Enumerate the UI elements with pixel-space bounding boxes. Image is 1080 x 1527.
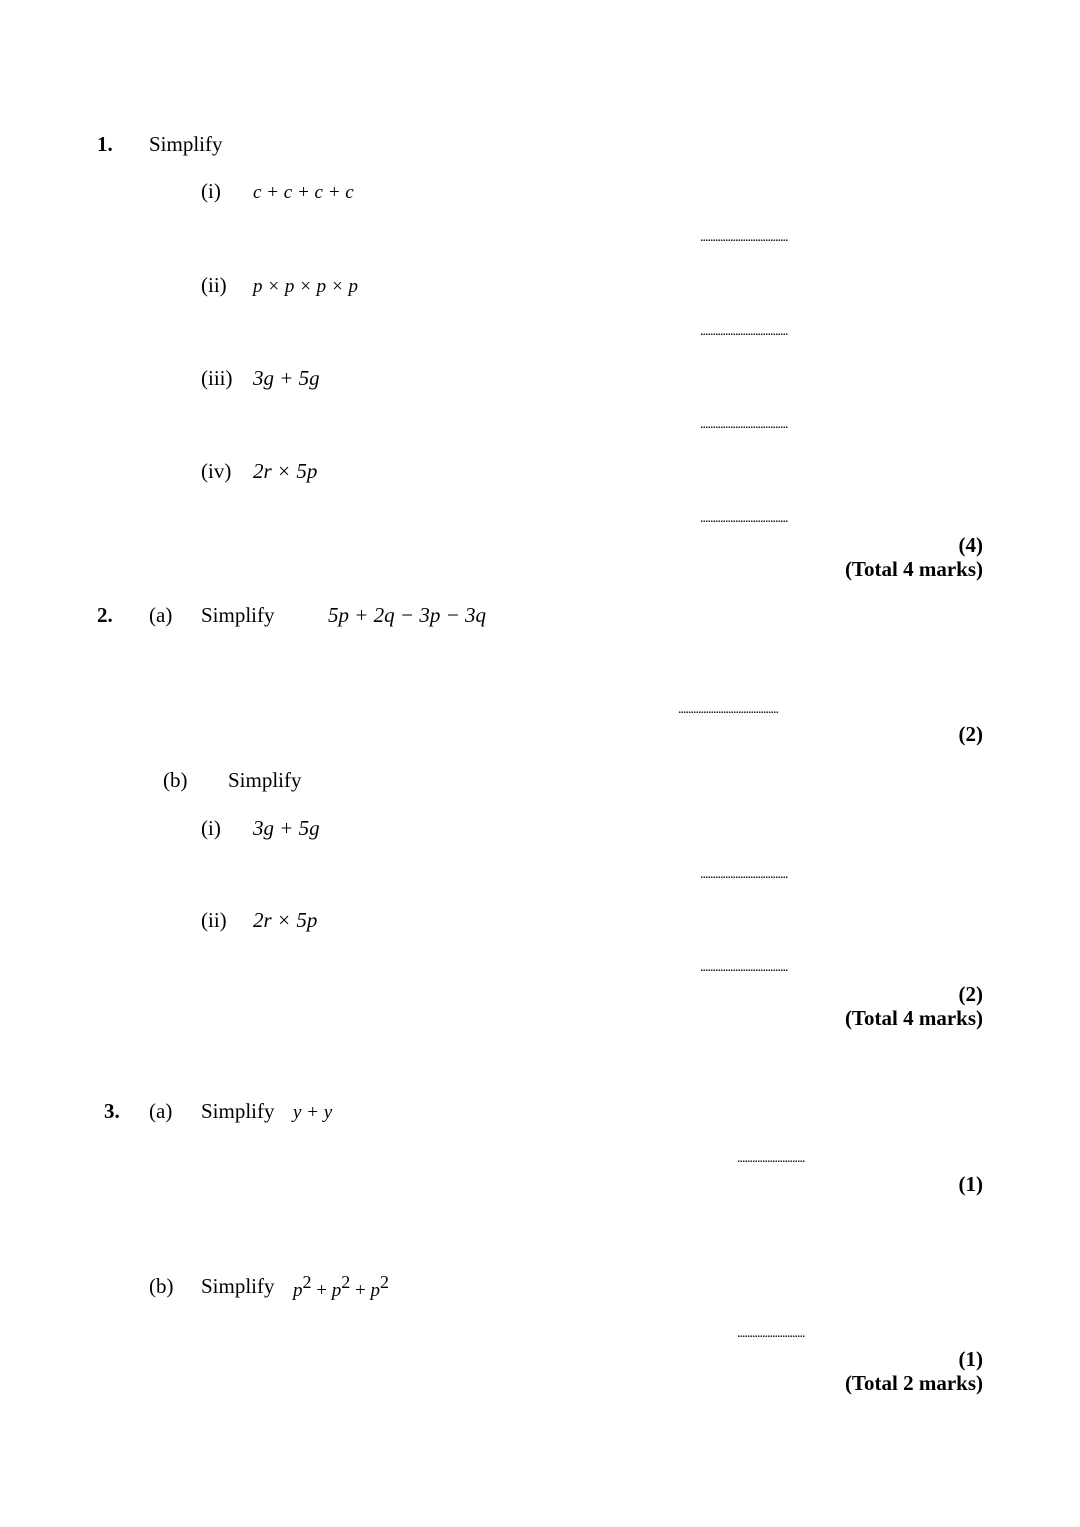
part-expression: 3g + 5g	[253, 366, 320, 390]
part-expression: y + y	[293, 1102, 333, 1123]
part-expression: 2r × 5p	[253, 459, 318, 483]
answer-line[interactable]: ...................................	[700, 417, 788, 432]
part-label: (iv)	[201, 459, 232, 483]
part-label: (ii)	[201, 273, 227, 297]
question-prompt: Simplify	[201, 603, 275, 627]
part-label: (i)	[201, 179, 221, 203]
question-prompt: Simplify	[228, 768, 302, 792]
part-label: (i)	[201, 816, 221, 840]
answer-line[interactable]: ...................................	[700, 511, 788, 526]
part-mark: (1)	[958, 1347, 983, 1371]
part-expression: p × p × p × p	[253, 276, 358, 297]
answer-line[interactable]: ...........................	[737, 1151, 805, 1166]
part-expression: c + c + c + c	[253, 182, 354, 203]
part-expression: $p^2 + p^2 + p^2$	[293, 1272, 389, 1301]
part-mark: (1)	[958, 1172, 983, 1196]
part-mark: (4)	[958, 533, 983, 557]
part-label: (a)	[149, 603, 173, 627]
question-number: 1.	[97, 132, 113, 156]
part-mark: (2)	[958, 722, 983, 746]
question-number: 2.	[97, 603, 113, 627]
question-prompt: Simplify	[201, 1099, 275, 1123]
question-total: (Total 2 marks)	[844, 1371, 983, 1395]
part-label: (a)	[149, 1099, 173, 1123]
part-expression: 3g + 5g	[253, 816, 320, 840]
part-expression: 2r × 5p	[253, 908, 318, 932]
question-number: 3.	[104, 1099, 120, 1123]
part-label: (iii)	[201, 366, 233, 390]
answer-line[interactable]: ...................................	[700, 230, 788, 245]
answer-line[interactable]: ...........................	[737, 1326, 805, 1341]
part-label: (b)	[163, 768, 188, 792]
answer-line[interactable]: ...................................	[700, 960, 788, 975]
question-total: (Total 4 marks)	[844, 1006, 983, 1030]
question-prompt: Simplify	[149, 132, 223, 156]
answer-line[interactable]: ...................................	[700, 867, 788, 882]
answer-line[interactable]: ........................................	[678, 702, 778, 717]
part-label: (ii)	[201, 908, 227, 932]
part-label: (b)	[149, 1274, 174, 1298]
question-prompt: Simplify	[201, 1274, 275, 1298]
answer-line[interactable]: ...................................	[700, 324, 788, 339]
part-expression: 5p + 2q − 3p − 3q	[328, 603, 487, 627]
question-total: (Total 4 marks)	[844, 557, 983, 581]
part-mark: (2)	[958, 982, 983, 1006]
